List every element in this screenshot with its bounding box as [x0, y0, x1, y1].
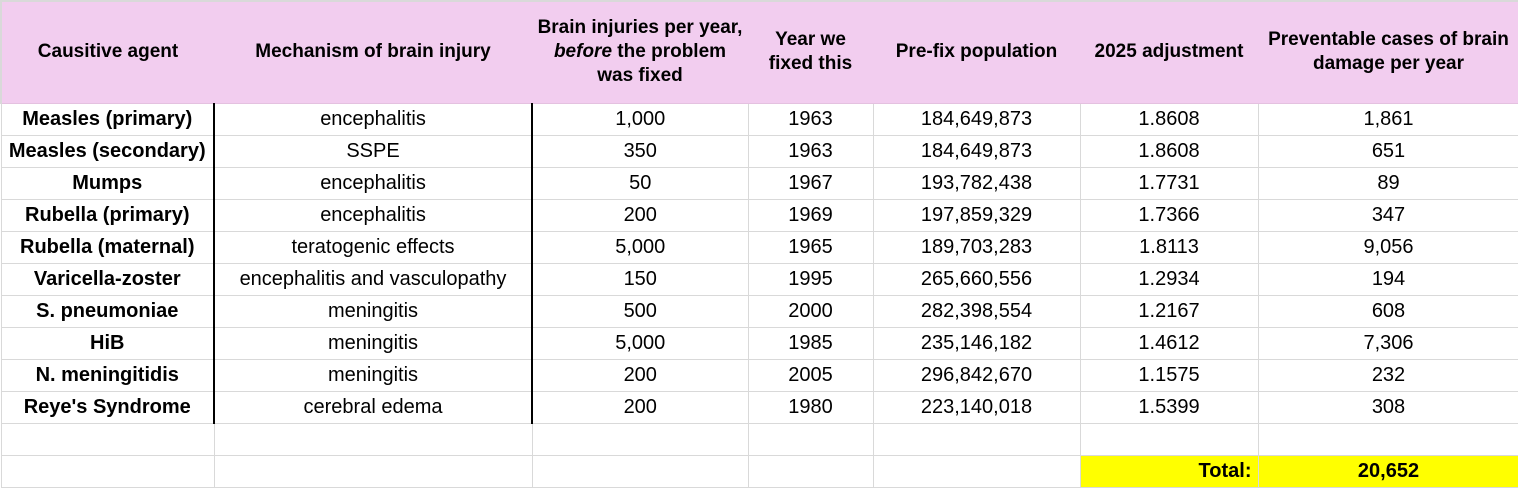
adjustment-cell[interactable]: 1.2167: [1080, 295, 1258, 327]
injuries-cell[interactable]: 200: [532, 199, 748, 231]
table-row: [1, 327, 1518, 359]
population-cell[interactable]: 235,146,182: [873, 327, 1080, 359]
year-cell[interactable]: 1965: [748, 231, 873, 263]
header-injuries-part2: the problem was fixed: [597, 41, 727, 87]
year-cell[interactable]: 1995: [748, 263, 873, 295]
year-cell[interactable]: 2005: [748, 359, 873, 391]
preventable-cell[interactable]: 608: [1258, 295, 1518, 327]
year-cell[interactable]: 1980: [748, 391, 873, 423]
header-adjustment[interactable]: 2025 adjustment: [1080, 1, 1258, 103]
table-row: [1, 103, 1518, 135]
table-cell[interactable]: [1258, 423, 1518, 455]
population-cell[interactable]: 282,398,554: [873, 295, 1080, 327]
preventable-cell[interactable]: 651: [1258, 135, 1518, 167]
agent-cell[interactable]: N. meningitidis: [1, 359, 214, 391]
header-preventable[interactable]: Preventable cases of brain damage per year: [1258, 1, 1518, 103]
header-injuries[interactable]: [532, 1, 748, 103]
agent-cell[interactable]: S. pneumoniae: [1, 295, 214, 327]
year-cell[interactable]: 1963: [748, 135, 873, 167]
year-cell[interactable]: 1969: [748, 199, 873, 231]
preventable-cell[interactable]: 347: [1258, 199, 1518, 231]
mechanism-cell[interactable]: encephalitis: [214, 167, 532, 199]
preventable-cell[interactable]: 89: [1258, 167, 1518, 199]
preventable-cell[interactable]: 194: [1258, 263, 1518, 295]
injuries-cell[interactable]: 5,000: [532, 327, 748, 359]
agent-cell[interactable]: Measles (primary): [1, 103, 214, 135]
table-cell[interactable]: [748, 455, 873, 487]
adjustment-cell[interactable]: 1.7366: [1080, 199, 1258, 231]
population-cell[interactable]: 189,703,283: [873, 231, 1080, 263]
table-cell[interactable]: [1, 455, 214, 487]
adjustment-cell[interactable]: 1.7731: [1080, 167, 1258, 199]
table-cell[interactable]: [873, 455, 1080, 487]
table-row: [1, 263, 1518, 295]
adjustment-cell[interactable]: 1.8608: [1080, 103, 1258, 135]
population-cell[interactable]: 223,140,018: [873, 391, 1080, 423]
injuries-cell[interactable]: 5,000: [532, 231, 748, 263]
mechanism-cell[interactable]: teratogenic effects: [214, 231, 532, 263]
adjustment-cell[interactable]: 1.8113: [1080, 231, 1258, 263]
table-cell[interactable]: [532, 455, 748, 487]
header-injuries-emphasis: before: [553, 41, 613, 63]
table-body: [1, 103, 1518, 487]
year-cell[interactable]: 2000: [748, 295, 873, 327]
preventable-cell[interactable]: 308: [1258, 391, 1518, 423]
agent-cell[interactable]: Mumps: [1, 167, 214, 199]
mechanism-cell[interactable]: meningitis: [214, 295, 532, 327]
agent-cell[interactable]: Varicella-zoster: [1, 263, 214, 295]
mechanism-cell[interactable]: encephalitis and vasculopathy: [214, 263, 532, 295]
injuries-cell[interactable]: 200: [532, 391, 748, 423]
population-cell[interactable]: 197,859,329: [873, 199, 1080, 231]
adjustment-cell[interactable]: 1.2934: [1080, 263, 1258, 295]
injuries-cell[interactable]: 1,000: [532, 103, 748, 135]
header-mechanism[interactable]: Mechanism of brain injury: [214, 1, 532, 103]
agent-cell[interactable]: Reye's Syndrome: [1, 391, 214, 423]
table-cell[interactable]: [1, 423, 214, 455]
mechanism-cell[interactable]: meningitis: [214, 327, 532, 359]
header-injuries-part1: Brain injuries per year,: [537, 17, 743, 39]
year-cell[interactable]: 1967: [748, 167, 873, 199]
table-row: [1, 199, 1518, 231]
mechanism-cell[interactable]: cerebral edema: [214, 391, 532, 423]
table-cell[interactable]: [1080, 423, 1258, 455]
total-row: [1, 455, 1518, 487]
population-cell[interactable]: 296,842,670: [873, 359, 1080, 391]
preventable-cell[interactable]: 1,861: [1258, 103, 1518, 135]
header-population[interactable]: Pre-fix population: [873, 1, 1080, 103]
injuries-cell[interactable]: 200: [532, 359, 748, 391]
injuries-cell[interactable]: 500: [532, 295, 748, 327]
mechanism-cell[interactable]: encephalitis: [214, 103, 532, 135]
table-cell[interactable]: [748, 423, 873, 455]
adjustment-cell[interactable]: 1.5399: [1080, 391, 1258, 423]
total-label[interactable]: Total:: [1080, 455, 1258, 487]
preventable-cell[interactable]: 232: [1258, 359, 1518, 391]
table-cell[interactable]: [214, 423, 532, 455]
population-cell[interactable]: 184,649,873: [873, 103, 1080, 135]
mechanism-cell[interactable]: meningitis: [214, 359, 532, 391]
agent-cell[interactable]: Rubella (primary): [1, 199, 214, 231]
adjustment-cell[interactable]: 1.4612: [1080, 327, 1258, 359]
population-cell[interactable]: 193,782,438: [873, 167, 1080, 199]
table-cell[interactable]: [873, 423, 1080, 455]
header-agent[interactable]: Causitive agent: [1, 1, 214, 103]
table-row: [1, 359, 1518, 391]
table-cell[interactable]: [214, 455, 532, 487]
total-value[interactable]: 20,652: [1258, 455, 1518, 487]
agent-cell[interactable]: HiB: [1, 327, 214, 359]
table-row: [1, 391, 1518, 423]
year-cell[interactable]: 1985: [748, 327, 873, 359]
mechanism-cell[interactable]: encephalitis: [214, 199, 532, 231]
table-row: [1, 231, 1518, 263]
injuries-cell[interactable]: 350: [532, 135, 748, 167]
header-year[interactable]: Year we fixed this: [748, 1, 873, 103]
table-row: [1, 167, 1518, 199]
table-cell[interactable]: [532, 423, 748, 455]
adjustment-cell[interactable]: 1.1575: [1080, 359, 1258, 391]
population-cell[interactable]: 184,649,873: [873, 135, 1080, 167]
preventable-cell[interactable]: 7,306: [1258, 327, 1518, 359]
agent-cell[interactable]: Rubella (maternal): [1, 231, 214, 263]
header-row: [1, 1, 1518, 103]
population-cell[interactable]: 265,660,556: [873, 263, 1080, 295]
adjustment-cell[interactable]: 1.8608: [1080, 135, 1258, 167]
injuries-cell[interactable]: 150: [532, 263, 748, 295]
injuries-cell[interactable]: 50: [532, 167, 748, 199]
agent-cell[interactable]: Measles (secondary): [1, 135, 214, 167]
mechanism-cell[interactable]: SSPE: [214, 135, 532, 167]
preventable-cell[interactable]: 9,056: [1258, 231, 1518, 263]
blank-row: [1, 423, 1518, 455]
table-row: [1, 135, 1518, 167]
table-row: [1, 295, 1518, 327]
year-cell[interactable]: 1963: [748, 103, 873, 135]
